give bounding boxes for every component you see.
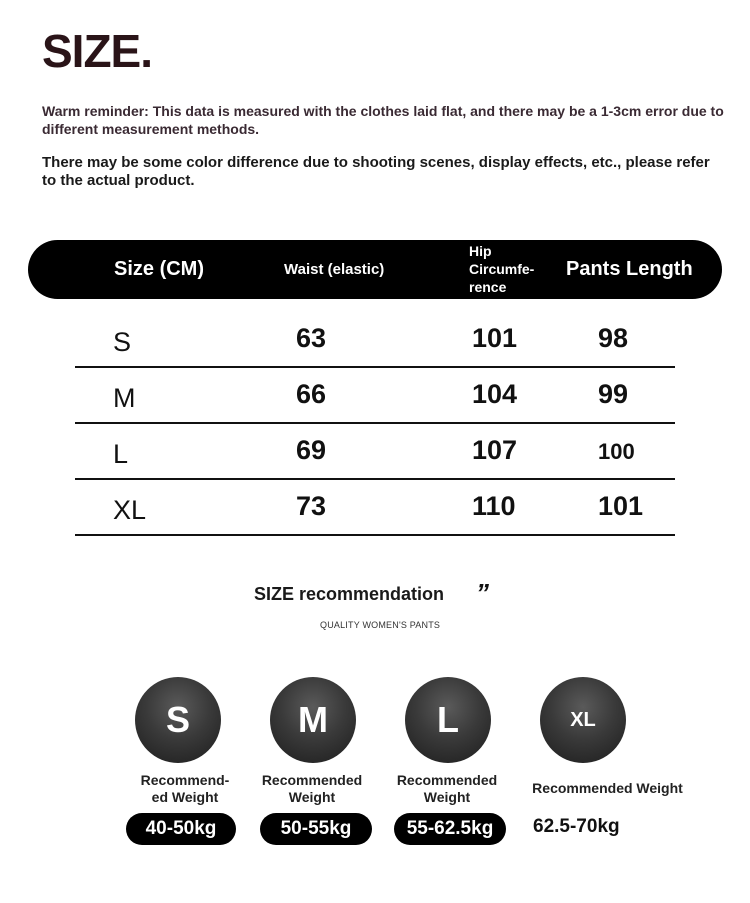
size-circle-m bbox=[270, 677, 356, 763]
cell-length: 101 bbox=[598, 491, 644, 521]
header-size: Size (CM) bbox=[114, 258, 204, 280]
weight-badge: 50-55kg bbox=[260, 813, 372, 845]
recommended-weight-label: Recommend- ed Weight bbox=[140, 772, 230, 805]
recommended-weight-label: Recommended Weight bbox=[532, 780, 683, 796]
cell-size: S bbox=[113, 327, 132, 357]
page-title: SIZE. bbox=[42, 25, 153, 77]
size-recommendation-subtitle: QUALITY WOMEN'S PANTS bbox=[320, 620, 441, 630]
cell-size: M bbox=[113, 383, 136, 413]
size-circle-label: L bbox=[437, 699, 459, 740]
size-circle-l bbox=[405, 677, 491, 763]
table-row bbox=[75, 312, 675, 368]
table-row bbox=[75, 424, 675, 480]
cell-hip: 104 bbox=[472, 379, 518, 409]
cell-hip: 101 bbox=[472, 323, 518, 353]
header-hip: Hip Circumfe- rence bbox=[469, 243, 535, 295]
weight-badge: 55-62.5kg bbox=[394, 813, 506, 845]
recommended-weight-label: Recommended Weight bbox=[261, 772, 363, 805]
cell-length: 100 bbox=[598, 439, 635, 464]
cell-size: XL bbox=[113, 495, 147, 525]
cell-waist: 69 bbox=[296, 435, 327, 465]
weight-badge: 40-50kg bbox=[126, 813, 236, 845]
header-pants-length: Pants Length bbox=[566, 258, 693, 280]
size-table-header bbox=[28, 240, 722, 299]
cell-length: 99 bbox=[598, 379, 629, 409]
quote-mark-decoration: ” bbox=[476, 578, 489, 608]
cell-length: 98 bbox=[598, 323, 629, 353]
cell-hip: 110 bbox=[472, 491, 516, 521]
size-recommendation-title: SIZE recommendation bbox=[254, 584, 445, 604]
size-circle-xl bbox=[540, 677, 626, 763]
cell-hip: 107 bbox=[472, 435, 518, 465]
recommended-weight-label: Recommended Weight bbox=[396, 772, 498, 805]
weight-value: 62.5-70kg bbox=[533, 816, 620, 837]
header-waist: Waist (elastic) bbox=[284, 261, 385, 278]
color-difference-note: There may be some color difference due to shooting scenes, display effects, etc., please refer to the actual product. bbox=[42, 154, 710, 189]
cell-size: L bbox=[113, 439, 129, 469]
size-circle-label: XL bbox=[570, 708, 596, 731]
size-circle-s bbox=[135, 677, 221, 763]
table-row bbox=[75, 368, 675, 424]
table-row bbox=[75, 480, 675, 536]
cell-waist: 63 bbox=[296, 323, 327, 353]
warm-reminder-text: Warm reminder: This data is measured with the clothes laid flat, and there may be a 1-3cm error due to different measurement methods. bbox=[42, 103, 724, 137]
size-table-body bbox=[75, 312, 675, 536]
cell-waist: 73 bbox=[296, 491, 327, 521]
size-circle-label: S bbox=[165, 699, 190, 740]
cell-waist: 66 bbox=[296, 379, 327, 409]
size-circle-label: M bbox=[298, 699, 328, 740]
